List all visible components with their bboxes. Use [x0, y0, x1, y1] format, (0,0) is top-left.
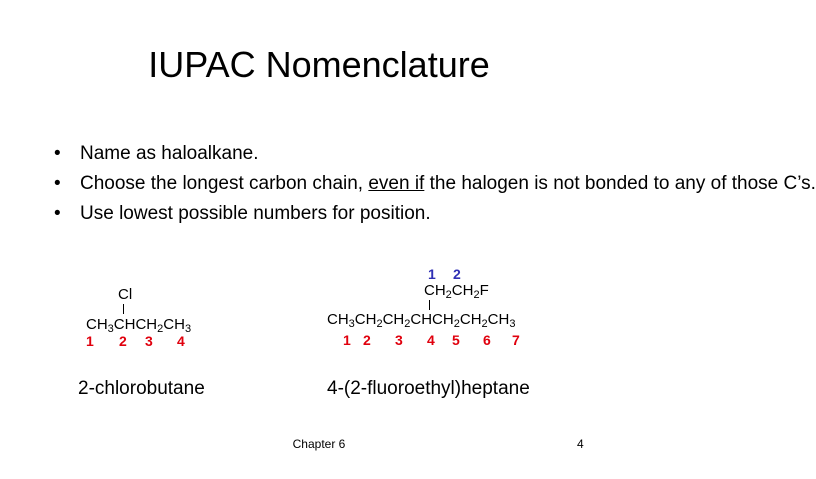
- side-chain-number: 2: [453, 266, 461, 282]
- bond-line: [429, 300, 430, 310]
- side-chain-number: 1: [428, 266, 436, 282]
- compound-name: 4-(2-fluoroethyl)heptane: [327, 378, 530, 399]
- carbon-number: 1: [86, 333, 94, 349]
- chlorine-substituent: Cl: [118, 286, 133, 303]
- carbon-number: 2: [363, 332, 371, 348]
- bullet-item: • Choose the longest carbon chain, even if the halogen is not bonded to any of those C’s.: [52, 170, 612, 197]
- carbon-number: 1: [343, 332, 351, 348]
- carbon-number: 3: [395, 332, 403, 348]
- carbon-number: 7: [512, 332, 520, 348]
- compound-name: 2-chlorobutane: [78, 378, 205, 399]
- bullet-item: • Use lowest possible numbers for position.: [52, 200, 612, 227]
- carbon-number: 4: [427, 332, 435, 348]
- page-number: 4: [577, 437, 584, 451]
- carbon-number: 5: [452, 332, 460, 348]
- underlined-text: even if: [368, 173, 425, 194]
- slide-title: IUPAC Nomenclature: [148, 44, 490, 85]
- footer-chapter: Chapter 6: [292, 437, 346, 451]
- bond-line: [123, 304, 124, 314]
- bullet-list: [52, 140, 816, 230]
- carbon-number: 3: [145, 333, 153, 349]
- main-chain-formula: $CH_3CHCH_2CH_3$: [86, 316, 192, 335]
- main-chain-formula: $CH_3CH_2CH_2CHCH_2CH_2CH_3$: [327, 311, 516, 330]
- side-chain-formula: $CH_2CH_2F$: [424, 282, 489, 301]
- carbon-number: 6: [483, 332, 491, 348]
- carbon-number: 2: [119, 333, 127, 349]
- bullet-item: • Name as haloalkane.: [52, 140, 612, 167]
- carbon-number: 4: [177, 333, 185, 349]
